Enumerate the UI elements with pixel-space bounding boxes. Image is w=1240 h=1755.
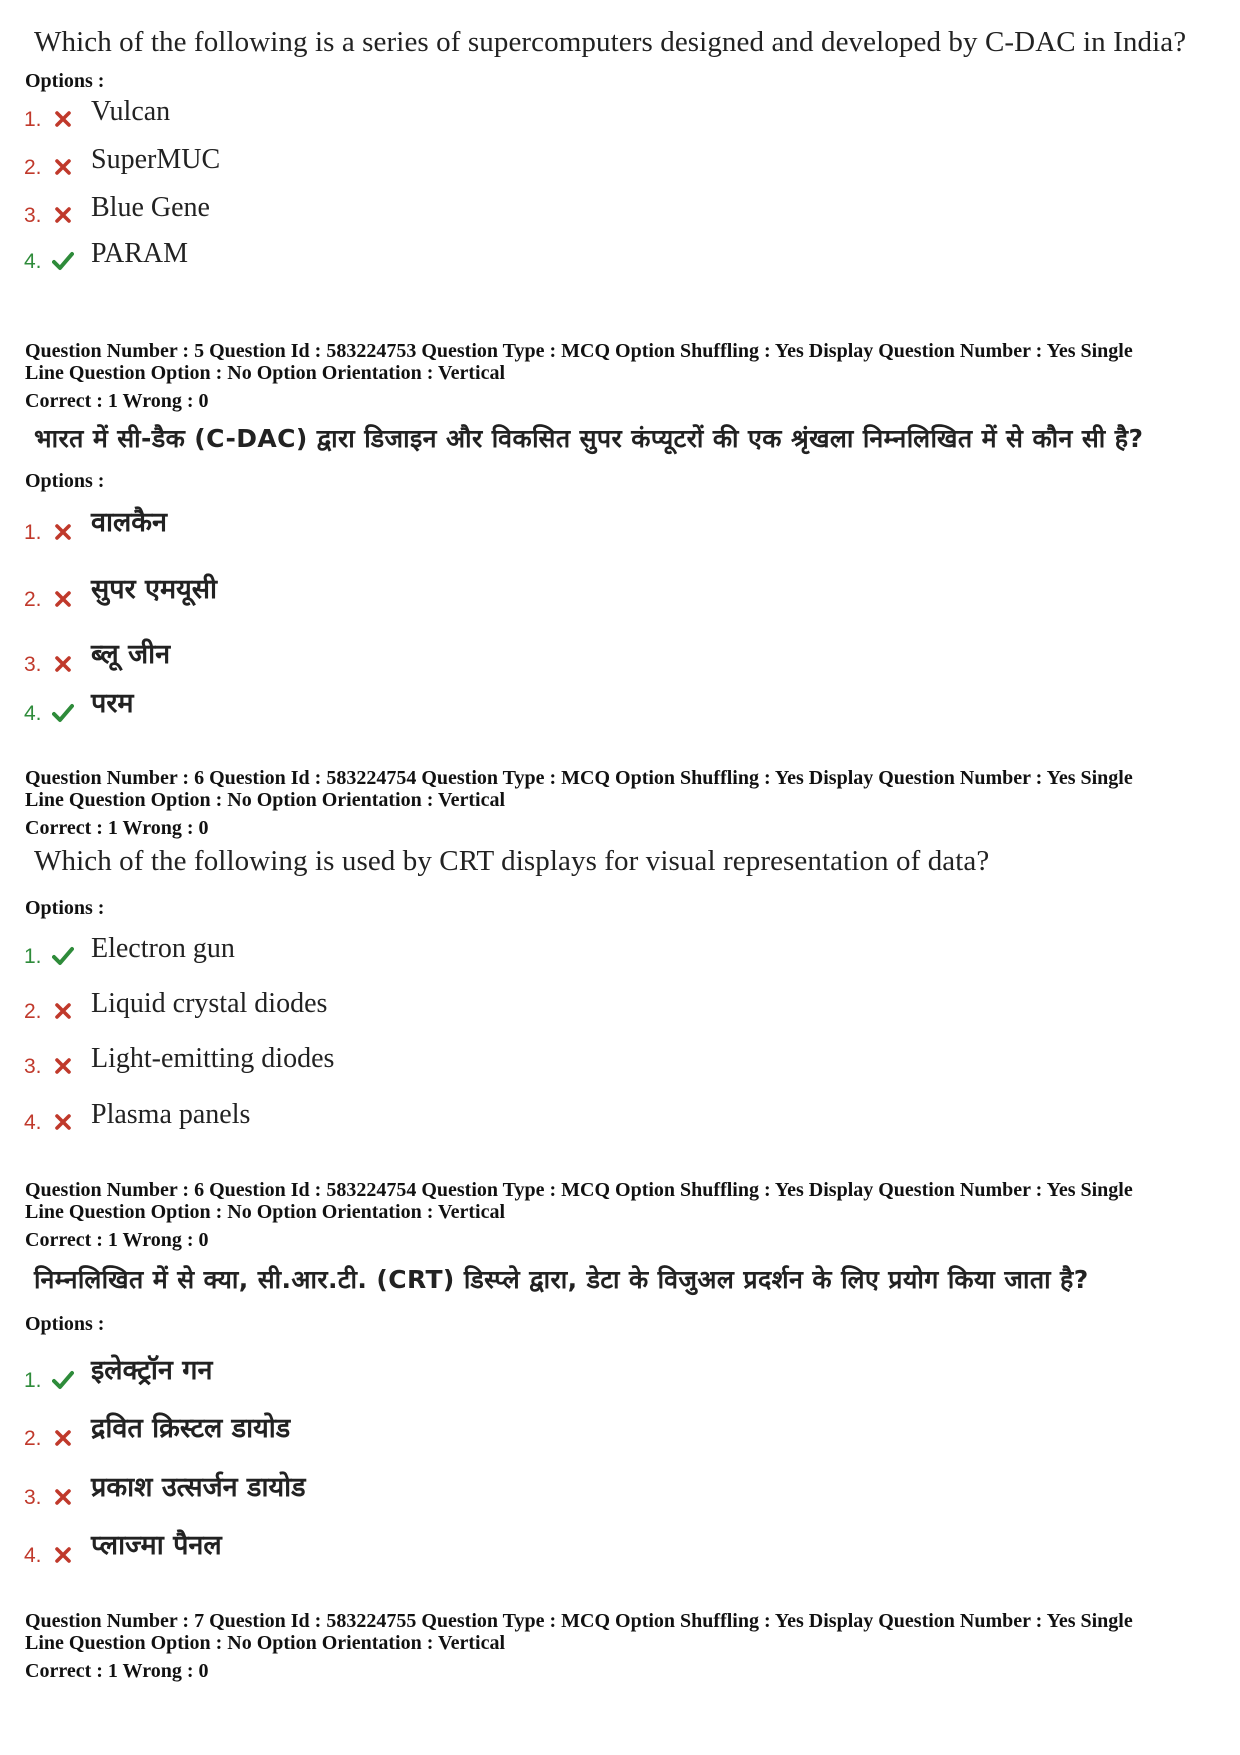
option-number: 3. <box>24 1486 42 1509</box>
option-text: प्लाज्मा पैनल <box>91 1530 222 1561</box>
option-text: Vulcan <box>91 96 171 127</box>
marks-info: Correct : 1 Wrong : 0 <box>25 1660 209 1682</box>
check-icon <box>52 702 74 724</box>
option-number: 4. <box>24 1111 42 1134</box>
option-number: 1. <box>24 108 42 131</box>
question-meta-line-1: Question Number : 7 Question Id : 583224755 Question Type : MCQ Option Shuffling : Yes Display Question Number : Yes Single <box>25 1610 1133 1632</box>
option-item <box>24 1470 924 1510</box>
option-text: इलेक्ट्रॉन गन <box>91 1355 213 1386</box>
cross-icon <box>52 1486 74 1508</box>
cross-icon <box>52 1000 74 1022</box>
option-item <box>24 637 924 677</box>
cross-icon <box>52 521 74 543</box>
question-text: Which of the following is used by CRT displays for visual representation of data? <box>34 845 990 877</box>
question-meta-line-1: Question Number : 5 Question Id : 583224753 Question Type : MCQ Option Shuffling : Yes Display Question Number : Yes Single <box>25 340 1133 362</box>
option-text: PARAM <box>91 238 189 269</box>
options-label: Options : <box>25 70 105 92</box>
option-number: 2. <box>24 1427 42 1450</box>
option-number: 2. <box>24 1000 42 1023</box>
option-item <box>24 234 924 274</box>
option-number: 3. <box>24 204 42 227</box>
cross-icon <box>52 204 74 226</box>
option-text: Liquid crystal diodes <box>91 988 328 1019</box>
option-text: Blue Gene <box>91 192 210 223</box>
option-text: SuperMUC <box>91 144 221 175</box>
option-text: वालकैन <box>91 507 168 538</box>
option-item <box>24 984 924 1024</box>
option-number: 3. <box>24 1055 42 1078</box>
option-number: 3. <box>24 653 42 676</box>
question-text: निम्नलिखित में से क्या, सी.आर.टी. (CRT) डिस्प्ले द्वारा, डेटा के विजुअल प्रदर्शन के लिए प्रयोग किया जाता है? <box>34 1265 1089 1294</box>
cross-icon <box>52 653 74 675</box>
options-label: Options : <box>25 897 105 919</box>
option-item <box>24 1353 924 1393</box>
marks-info: Correct : 1 Wrong : 0 <box>25 817 209 839</box>
cross-icon <box>52 1055 74 1077</box>
option-item <box>24 140 924 180</box>
cross-icon <box>52 156 74 178</box>
option-text: Plasma panels <box>91 1099 251 1130</box>
option-number: 4. <box>24 702 42 725</box>
options-label: Options : <box>25 470 105 492</box>
option-number: 4. <box>24 250 42 273</box>
option-item <box>24 1528 924 1568</box>
question-text: भारत में सी-डैक (C-DAC) द्वारा डिजाइन और विकसित सुपर कंप्यूटरों की एक श्रृंखला निम्नलिखित में से कौन सी है? <box>34 424 1144 453</box>
option-item <box>24 505 924 545</box>
check-icon <box>52 1369 74 1391</box>
option-text: ब्लू जीन <box>91 639 171 670</box>
option-item <box>24 188 924 228</box>
cross-icon <box>52 1544 74 1566</box>
option-item <box>24 1095 924 1135</box>
option-text: द्रवित क्रिस्टल डायोड <box>91 1413 291 1444</box>
cross-icon <box>52 1427 74 1449</box>
option-number: 1. <box>24 1369 42 1392</box>
question-meta-line-1: Question Number : 6 Question Id : 583224754 Question Type : MCQ Option Shuffling : Yes Display Question Number : Yes Single <box>25 767 1133 789</box>
cross-icon <box>52 1111 74 1133</box>
option-text: Light-emitting diodes <box>91 1043 335 1074</box>
question-text: Which of the following is a series of supercomputers designed and developed by C-DAC in India? <box>34 26 1187 58</box>
option-text: सुपर एमयूसी <box>91 574 218 605</box>
question-meta-line-2: Line Question Option : No Option Orientation : Vertical <box>25 1201 506 1223</box>
option-item <box>24 929 924 969</box>
option-number: 2. <box>24 156 42 179</box>
question-meta-line-2: Line Question Option : No Option Orientation : Vertical <box>25 362 506 384</box>
option-item <box>24 686 924 726</box>
option-text: परम <box>91 688 134 719</box>
option-number: 4. <box>24 1544 42 1567</box>
option-number: 1. <box>24 521 42 544</box>
option-item <box>24 1039 924 1079</box>
check-icon <box>52 945 74 967</box>
cross-icon <box>52 588 74 610</box>
option-number: 1. <box>24 945 42 968</box>
check-icon <box>52 250 74 272</box>
option-number: 2. <box>24 588 42 611</box>
question-meta-line-2: Line Question Option : No Option Orientation : Vertical <box>25 1632 506 1654</box>
option-item <box>24 1411 924 1451</box>
question-meta-line-2: Line Question Option : No Option Orientation : Vertical <box>25 789 506 811</box>
option-text: प्रकाश उत्सर्जन डायोड <box>91 1472 306 1503</box>
marks-info: Correct : 1 Wrong : 0 <box>25 1229 209 1251</box>
question-meta-line-1: Question Number : 6 Question Id : 583224754 Question Type : MCQ Option Shuffling : Yes Display Question Number : Yes Single <box>25 1179 1133 1201</box>
option-item <box>24 572 924 612</box>
cross-icon <box>52 108 74 130</box>
marks-info: Correct : 1 Wrong : 0 <box>25 390 209 412</box>
option-item <box>24 92 924 132</box>
option-text: Electron gun <box>91 933 235 964</box>
options-label: Options : <box>25 1313 105 1335</box>
